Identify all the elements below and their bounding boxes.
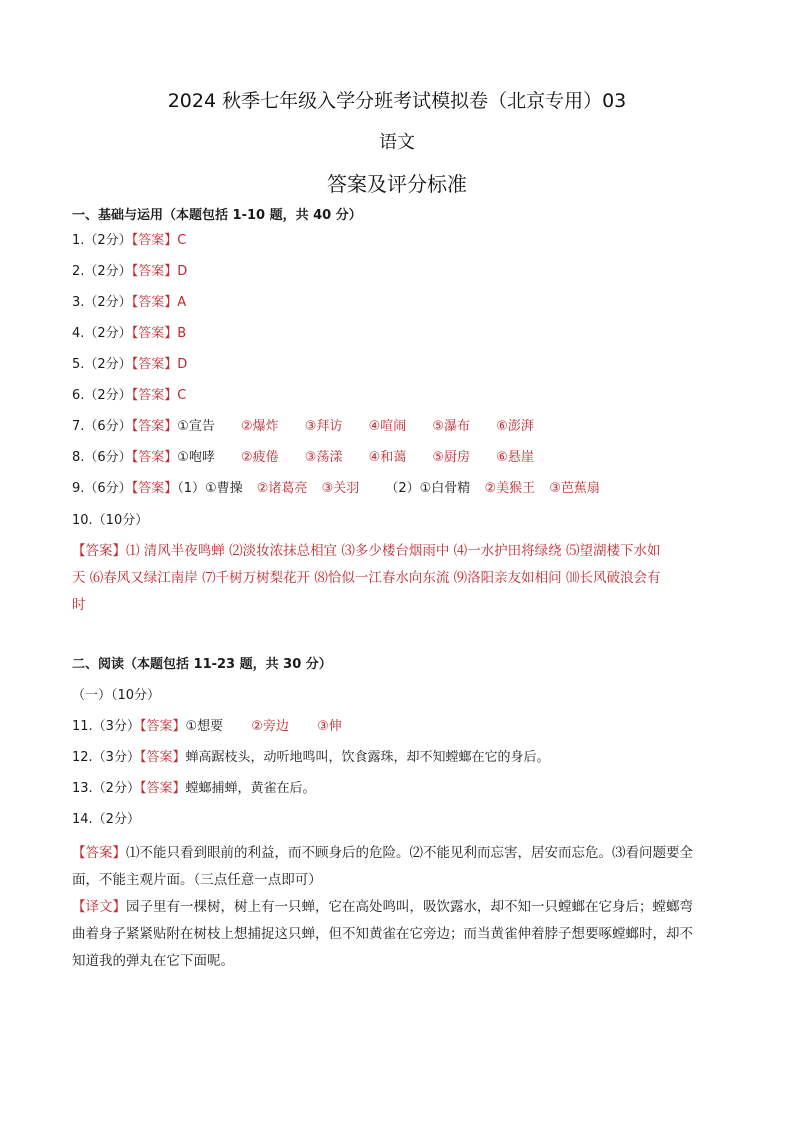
answer-line-4: 4.（2分）【答案】B	[72, 326, 187, 341]
answer-line-12: 12.（3分）【答案】蝉高踞枝头，动听地鸣叫，饮食露珠，却不知螳螂在它的身后。	[72, 750, 550, 765]
question-14-answer: 【答案】⑴不能只看到眼前的利益，而不顾身后的危险。⑵不能见利而忘害，居安而忘危。⑶看问题要全 面，不能主观片面。（三点任意一点即可） 【译文】园子里有一棵树，树上有一只蝉，它在高处鸣叫，吸饮露水，却不知一只螳螂在它身后；螳螂弯 曲着身子紧紧贴附在树枝上想捕捉这只蝉，但不知黄雀在它旁边；而当黄雀伸着脖子想要啄螳螂时，却不 知道我的弹丸在它下面呢。	[72, 845, 693, 969]
answer-line-13: 13.（2分）【答案】螳螂捕蝉，黄雀在后。	[72, 781, 316, 796]
question-10-answer: 【答案】⑴ 清风半夜鸣蝉 ⑵淡妆浓抹总相宜 ⑶多少楼台烟雨中 ⑷一水护田将绿绕 ⑸望湖楼下水如 天 ⑹春风又绿江南岸 ⑺千树万树梨花开 ⑻恰似一江春水向东流 ⑼洛阳亲友如相问 ⑽长风破浪会有 时	[72, 543, 661, 613]
page-title: 2024 秋季七年级入学分班考试模拟卷（北京专用）03	[167, 90, 627, 112]
answer-line-9: 9.（6分）【答案】（1）①曹操 ②诸葛亮 ③关羽 （2）①白骨精 ②美猴王 ③芭蕉扇	[72, 481, 600, 496]
question-14-label: 14.（2分）	[72, 812, 140, 827]
answer-line-11: 11.（3分）【答案】①想要 ②旁边 ③伸	[72, 719, 342, 734]
subject-title: 语文	[379, 132, 415, 153]
subtitle: 答案及评分标准	[327, 172, 467, 196]
answer-line-7: 7.（6分）【答案】①宣告 ②爆炸 ③拜访 ④喧闹 ⑤瀑布 ⑥澎湃	[72, 419, 534, 434]
answer-line-8: 8.（6分）【答案】①咆哮 ②疲倦 ③荡漾 ④和蔼 ⑤厨房 ⑥悬崖	[72, 450, 534, 465]
section1-heading: 一、基础与运用（本题包括 1-10 题，共 40 分）	[72, 208, 362, 223]
section2-heading: 二、阅读（本题包括 11-23 题，共 30 分）	[72, 657, 332, 672]
answer-line-2: 2.（2分）【答案】D	[72, 264, 188, 279]
section2-sub1: （一）（10分）	[72, 688, 161, 703]
answer-line-3: 3.（2分）【答案】A	[72, 295, 187, 310]
answer-line-5: 5.（2分）【答案】D	[72, 357, 188, 372]
answer-line-6: 6.（2分）【答案】C	[72, 388, 187, 403]
question-10-label: 10.（10分）	[72, 513, 149, 528]
answer-line-1: 1.（2分）【答案】C	[72, 233, 187, 248]
